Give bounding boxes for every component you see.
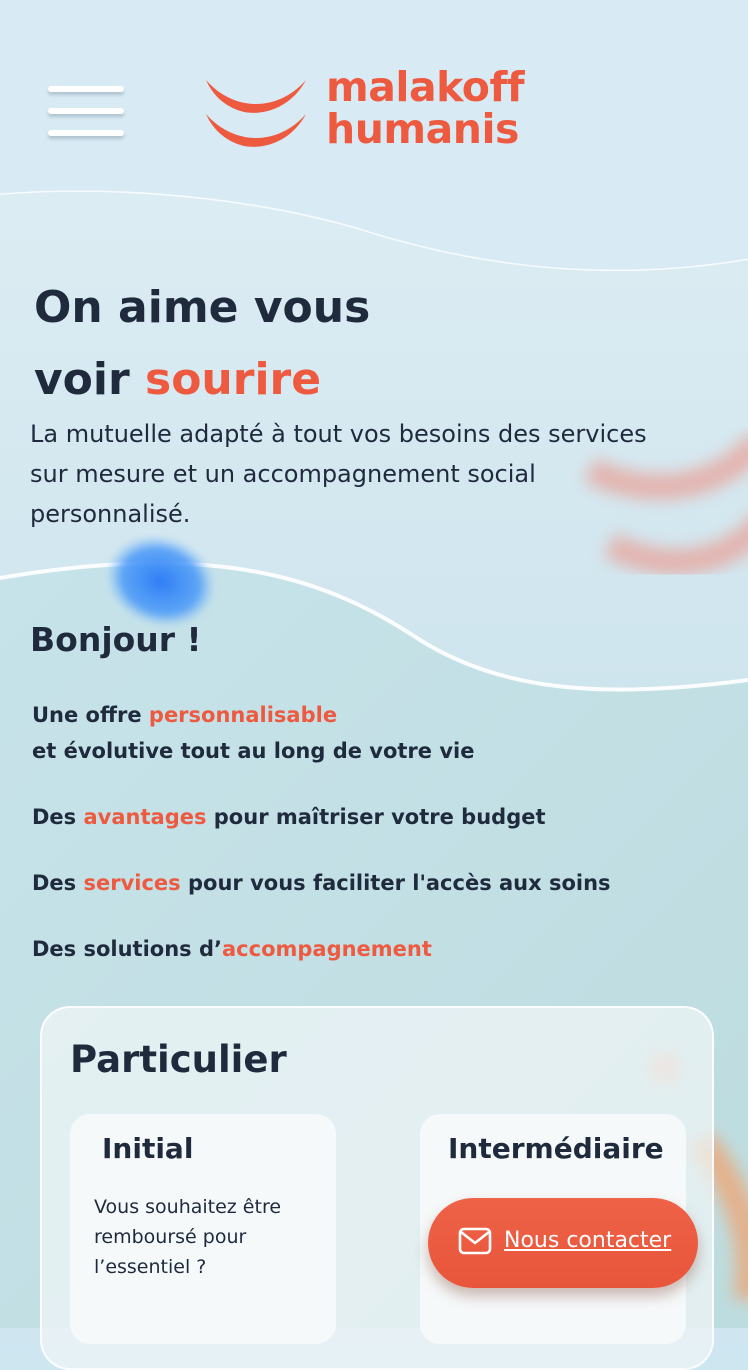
- feature-line-2: et évolutive tout au long de votre vie: [32, 739, 475, 763]
- feature-accent: avantages: [83, 805, 207, 829]
- hero-title-accent: sourire: [145, 354, 322, 405]
- hero-title-line-2: [34, 344, 370, 416]
- offer-title: Initial: [102, 1132, 194, 1165]
- logo-line-1: malakoff: [326, 63, 525, 111]
- offer-description: Vous souhaitez être remboursé pour l’essentiel ?: [94, 1196, 282, 1278]
- feature-item-accompagnement: [32, 931, 432, 967]
- feature-suffix: pour maîtriser votre budget: [206, 805, 546, 829]
- feature-prefix: Des: [32, 805, 84, 829]
- feature-accent: accompagnement: [222, 937, 432, 961]
- hamburger-menu-icon[interactable]: [48, 86, 124, 142]
- greeting-heading: Bonjour !: [30, 620, 202, 659]
- offer-card-initial[interactable]: [70, 1114, 336, 1344]
- contact-button[interactable]: [428, 1198, 698, 1288]
- offers-card: [40, 1006, 714, 1370]
- feature-prefix: Des solutions d’: [32, 937, 222, 961]
- feature-prefix: Des: [32, 871, 84, 895]
- logo-mark-icon: [204, 78, 308, 154]
- feature-item-personnalisable: [32, 697, 474, 769]
- hero-title: [34, 272, 370, 416]
- contact-button-label: Nous contacter: [504, 1228, 672, 1253]
- feature-item-avantages: [32, 799, 546, 835]
- mail-icon: [458, 1227, 492, 1255]
- feature-item-services: [32, 865, 611, 901]
- offers-section-title: Particulier: [70, 1038, 287, 1081]
- offer-title: Intermédiaire: [448, 1132, 664, 1165]
- hero-subtitle: La mutuelle adapté à tout vos besoins des services sur mesure et un accompagnement social personnalisé.: [30, 420, 647, 528]
- site-header: [0, 0, 748, 200]
- logo-wordmark: [326, 63, 525, 153]
- feature-accent: services: [83, 871, 181, 895]
- malakoff-humanis-logo[interactable]: [204, 63, 544, 156]
- logo-line-2: humanis: [326, 105, 519, 153]
- feature-suffix: pour vous faciliter l'accès aux soins: [180, 871, 611, 895]
- hero-title-prefix: voir: [34, 354, 146, 405]
- feature-prefix: Une offre: [32, 703, 149, 727]
- hero-title-line-1: On aime vous: [34, 282, 371, 333]
- feature-accent: personnalisable: [148, 703, 338, 727]
